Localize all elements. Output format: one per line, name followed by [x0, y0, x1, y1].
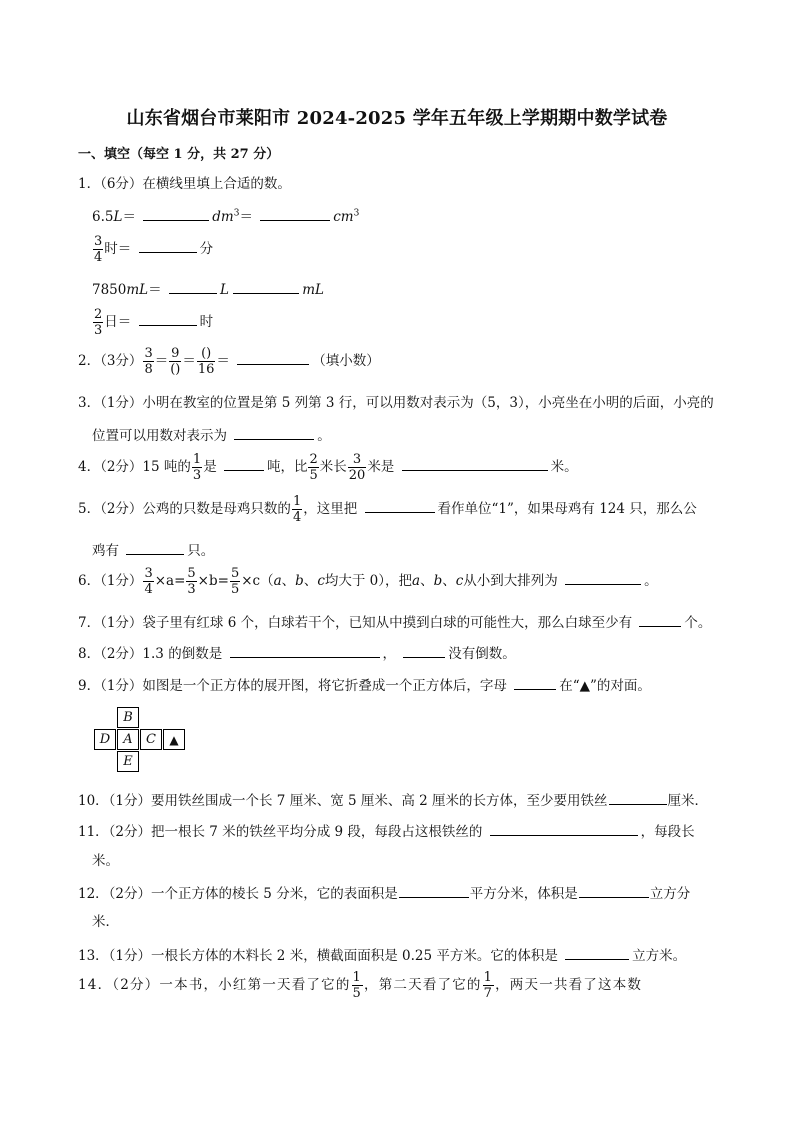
question-4: 4．（2分）15 吨的 $\frac{1}{3}$ 是 吨，比 $\frac{2}{5}$ 米长 $\frac{3}{20}$ 米是 米。	[78, 452, 578, 483]
q1-part-a: $6.5L= dm^3= cm^3$	[92, 206, 359, 226]
question-1: 1．（6分）在横线里填上合适的数。	[78, 176, 291, 192]
answer-blank[interactable]	[233, 279, 299, 294]
answer-blank[interactable]	[565, 570, 641, 585]
question-3: 3．（1分）小明在教室的位置是第 5 列第 3 行，可以用数对表示为（5，3），小亮坐在小明的后面，小亮的	[78, 395, 714, 411]
answer-blank[interactable]	[399, 883, 469, 898]
answer-blank[interactable]	[365, 498, 435, 513]
fraction: $\frac{1}{7}$	[483, 970, 494, 1001]
page-title: 山东省烟台市莱阳市 2024-2025 学年五年级上学期期中数学试卷	[126, 108, 668, 129]
fraction: $\frac{2}{5}$	[309, 452, 318, 483]
q1-part-c: 7850mL＝ L mL	[92, 279, 324, 299]
answer-blank[interactable]	[139, 311, 197, 326]
question-14: 14．（2分）一本书，小红第一天看了它的 $\frac{1}{5}$ ，第二天看了它的 $\frac{1}{7}$ ，两天一共看了这本数	[78, 970, 643, 1001]
fraction: $\frac{3}{4}$	[144, 566, 153, 597]
fraction: $\frac{()}{16}$	[197, 346, 215, 377]
answer-blank[interactable]	[639, 612, 681, 627]
answer-blank[interactable]	[514, 675, 556, 690]
cube-net-figure	[94, 707, 186, 773]
question-5-line-2: 鸡有 只。	[92, 540, 214, 560]
fraction: $\frac{5}{3}$	[187, 566, 196, 597]
answer-blank[interactable]	[260, 206, 330, 221]
answer-blank[interactable]	[143, 206, 209, 221]
answer-blank[interactable]	[224, 456, 264, 471]
question-12: 12．（2分）一个正方体的棱长 5 分米，它的表面积是 平方分米，体积是 立方分	[78, 883, 690, 903]
net-face-bottom: E	[117, 751, 139, 772]
net-face-left: D	[94, 729, 116, 750]
answer-blank[interactable]	[126, 540, 184, 555]
answer-blank[interactable]	[139, 238, 197, 253]
net-face-right: C	[140, 729, 162, 750]
fraction: $\frac{2}{3}$	[94, 307, 103, 338]
question-11: 11．（2分）把一根长 7 米的铁丝平均分成 9 段，每段占这根铁丝的 ，每段长	[78, 821, 695, 841]
question-9: 9．（1分）如图是一个正方体的展开图，将它折叠成一个正方体后，字母 在“▲”的对面。	[78, 675, 651, 695]
section-heading: 一、填空（每空 1 分，共 27 分）	[78, 147, 280, 162]
answer-blank[interactable]	[237, 350, 309, 365]
question-12-line-2: 米．	[92, 914, 119, 930]
q1-part-d: $\frac{2}{3}$ 日＝ 时	[94, 307, 214, 338]
question-10: 10．（1分）要用铁丝围成一个长 7 厘米、宽 5 厘米、高 2 厘米的长方体，至少要用铁丝 厘米．	[78, 790, 708, 810]
answer-blank[interactable]	[579, 883, 649, 898]
question-13: 13．（1分）一根长方体的木料长 2 米，横截面面积是 0.25 平方米。它的体积是 立方米。	[78, 945, 686, 965]
answer-blank[interactable]	[403, 643, 445, 658]
fraction: $\frac{3}{20}$	[348, 452, 366, 483]
question-11-line-2: 米。	[92, 853, 119, 869]
answer-blank[interactable]	[490, 821, 638, 836]
triangle-icon: ▲	[163, 729, 185, 750]
answer-blank[interactable]	[234, 425, 314, 440]
fraction: $\frac{1}{4}$	[292, 494, 302, 525]
question-2: 2．（3分） $\frac{3}{8}$ ＝ $\frac{9}{()}$ ＝ $\frac{()}{16}$ ＝ （填小数）	[78, 346, 380, 377]
fraction: $\frac{3}{8}$	[144, 346, 153, 377]
question-6: 6．（1分） $\frac{3}{4}$ ×a= $\frac{5}{3}$ ×b= $\frac{5}{5}$ ×c（a、b、c均大于 0），把a、b、c从小到大排列为 。	[78, 566, 658, 597]
fraction: $\frac{1}{3}$	[192, 452, 202, 483]
fraction: $\frac{1}{5}$	[352, 970, 363, 1001]
answer-blank[interactable]	[230, 643, 380, 658]
question-5: 5．（2分）公鸡的只数是母鸡只数的 $\frac{1}{4}$ ，这里把 看作单位“1”，如果母鸡有 124 只，那么公	[78, 494, 697, 525]
fraction: $\frac{3}{4}$	[94, 234, 103, 265]
answer-blank[interactable]	[169, 279, 217, 294]
answer-blank[interactable]	[402, 456, 548, 471]
fraction: $\frac{5}{5}$	[230, 566, 240, 597]
q1-part-b: $\frac{3}{4}$ 时＝ 分	[94, 234, 214, 265]
net-face-center: A	[117, 729, 139, 750]
question-8: 8．（2分）1.3 的倒数是 ， 没有倒数。	[78, 643, 516, 663]
answer-blank[interactable]	[565, 945, 629, 960]
question-3-line-2: 位置可以用数对表示为 。	[92, 425, 331, 445]
net-face-top: B	[117, 707, 139, 728]
answer-blank[interactable]	[609, 790, 667, 805]
question-7: 7．（1分）袋子里有红球 6 个，白球若干个，已知从中摸到白球的可能性大，那么白球至少有 个。	[78, 612, 711, 632]
fraction: $\frac{9}{()}$	[170, 346, 181, 377]
